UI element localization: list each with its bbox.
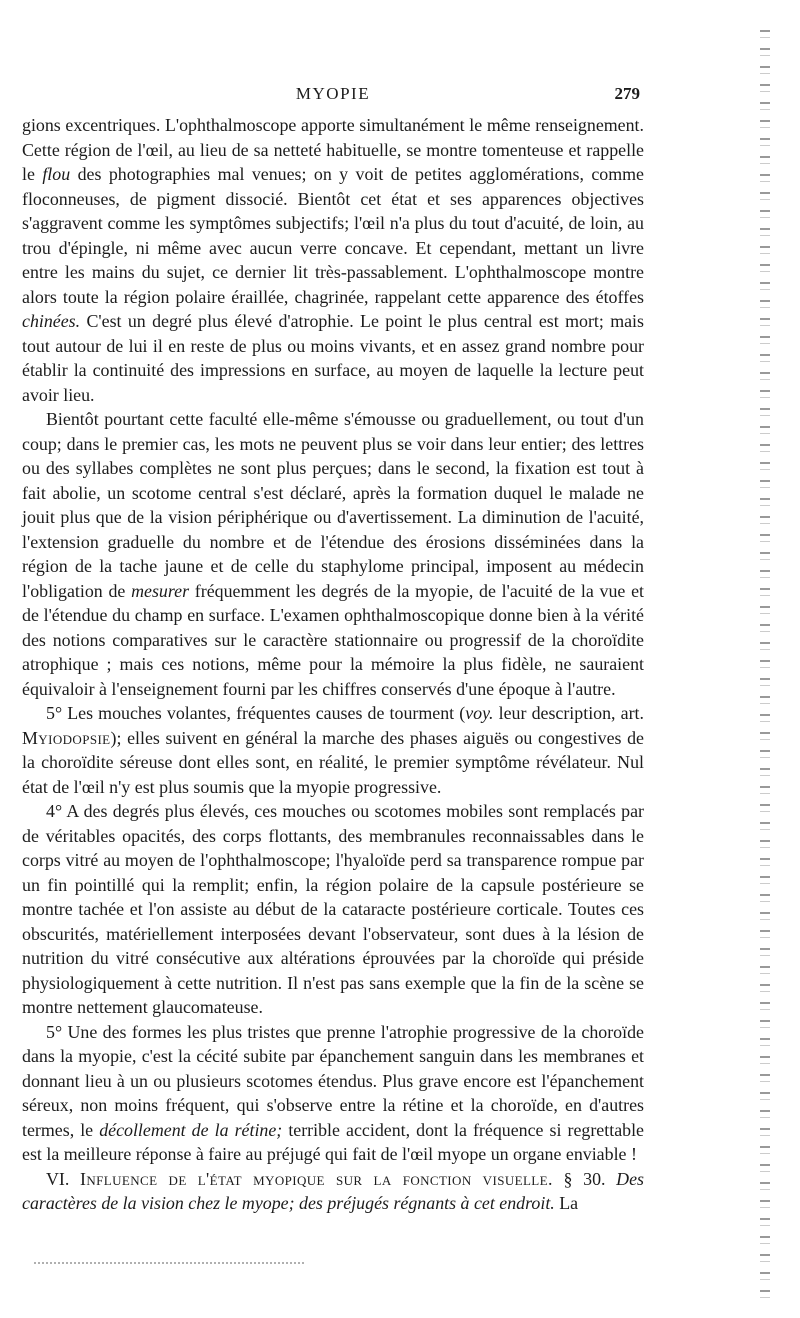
italic-text: chinées. bbox=[22, 311, 81, 331]
text-run: 5° Les mouches volantes, fréquentes causes de tourment ( bbox=[46, 703, 466, 723]
text-run: 4° A des degrés plus élevés, ces mouches ou scotomes mobiles sont remplacés par de véritables opacités, des corps flottants, des membranules reconnaissables dans le corps vitré au moyen de l'ophthalmoscope; l'hyaloïde perd sa transparence rompue par un fin pointillé qui la remplit; enfin, la région polaire de la capsule postérieure se montre tachée et l'on assiste au début de la cataracte postérieure corticale. Toutes ces obscurités, matériellement interposées devant l'observateur, sont dues à la lésion de nutrition du vitré consécutive aux altérations éprouvées par la choroïde qui préside physiologiquement à cette nutrition. Il n'est pas sans exemple que la fin de la scène se montre nettement glaucomateuse. bbox=[22, 801, 644, 1017]
paragraph-6 bbox=[22, 1167, 644, 1216]
text-run: Bientôt pourtant cette faculté elle-même s'émousse ou graduellement, ou tout d'un coup; dans le premier cas, les mots ne peuvent plus se voir dans leur entier; des lettres ou des syllabes complètes ne sont plus perçues; dans le second, la fixation est tout à fait abolie, un scotome central s'est déclaré, après la formation duquel le malade ne jouit plus que de la vision périphérique ou d'avertissement. La diminution de l'acuité, l'extension graduelle du nombre et de l'étendue des érosions disséminées dans la région de la tache jaune et de celle du staphylome principal, imposent au médecin l'obligation de bbox=[22, 409, 644, 601]
text-run: fréquemment les degrés de la myopie, de l'acuité de la vue et de l'étendue du champ en surface. L'examen ophthalmoscopique donne bien à la vérité des notions comparatives sur le caractère stationnaire ou progressif de la choroïdite atrophique ; mais ces notions, même pour la mémoire la plus fidèle, ne sauraient équivaloir à l'enseignement fourni par les chiffres conservés d'une époque à l'autre. bbox=[22, 580, 644, 699]
running-title: MYOPIE bbox=[295, 84, 371, 103]
text-run: des photographies mal venues; on y voit de petites agglomérations, comme floconneuses, de pigment dissocié. Bientôt cet état et ses apparences objectives s'aggravent comme les symptômes subjectifs; l'œil n'a plus du tout d'acuité, de loin, au trou d'épingle, ni même avec aucun verre concave. Et cependant, mettant un livre entre les mains du sujet, ce dernier lit très-passablement. L'ophthalmoscope montre alors toute la région polaire éraillée, chagrinée, rappelant cette apparence des étoffes bbox=[22, 164, 644, 307]
text-run: 5° Une des formes les plus tristes que prenne l'atrophie progressive de la choroïde dans la myopie, c'est la cécité subite par épanchement sanguin dans les membranes et donnant lieu à un ou plusieurs scotomes étendus. Plus grave encore est l'épanchement séreux, non moins fréquent, qui s'observe entre la rétine et la choroïde, en d'autres termes, le bbox=[22, 1021, 644, 1140]
small-caps-text: Influence de l'état myopique sur la fonction visuelle. bbox=[80, 1168, 553, 1189]
text-run: terrible accident, dont la fréquence si regrettable est la meilleure réponse à faire au préjugé qui fait de l'œil myope un organe enviable ! bbox=[22, 1119, 644, 1164]
text-run: VI. bbox=[46, 1168, 81, 1189]
italic-text: Des caractères de la vision chez le myope; des préjugés régnants à cet endroit. bbox=[22, 1168, 644, 1213]
footer-rule bbox=[34, 1262, 304, 1264]
text-run: leur description, art. bbox=[493, 703, 644, 723]
running-head bbox=[22, 84, 644, 108]
italic-text: mesurer bbox=[131, 580, 190, 601]
paragraph-5 bbox=[22, 1020, 644, 1167]
body-text bbox=[22, 113, 644, 1216]
text-run: gions excentriques. L'ophthalmoscope apporte simultanément le même renseignement. Cette région de l'œil, au lieu de sa netteté habituelle, se montre tomenteuse et rappelle le bbox=[22, 115, 644, 184]
small-caps-text: Myiodopsie bbox=[22, 727, 111, 748]
paragraph-4 bbox=[22, 799, 644, 1020]
italic-text: flou bbox=[42, 164, 71, 184]
paragraph-3 bbox=[22, 701, 644, 799]
text-run: ); elles suivent en général la marche des phases aiguës ou congestives de la choroïdite séreuse dont elles sont, en réalité, le premier symptôme révélateur. Nul état de l'œil n'y est plus soumis que la myopie progressive. bbox=[22, 727, 644, 797]
text-run: C'est un degré plus élevé d'atrophie. Le point le plus central est mort; mais tout autour de lui il en reste de plus ou moins vivants, et en assez grand nombre pour établir la continuité des impressions en surface, au moyen de laquelle la lecture peut avoir lieu. bbox=[22, 311, 644, 405]
text-run: La bbox=[554, 1193, 579, 1213]
italic-text: voy. bbox=[465, 703, 494, 723]
page-number: 279 bbox=[614, 84, 640, 103]
text-run: § 30. bbox=[552, 1168, 617, 1189]
scan-edge-marks bbox=[760, 30, 770, 1300]
paragraph-1 bbox=[22, 113, 644, 407]
italic-text: décollement de la rétine; bbox=[99, 1119, 283, 1140]
paragraph-2 bbox=[22, 407, 644, 701]
